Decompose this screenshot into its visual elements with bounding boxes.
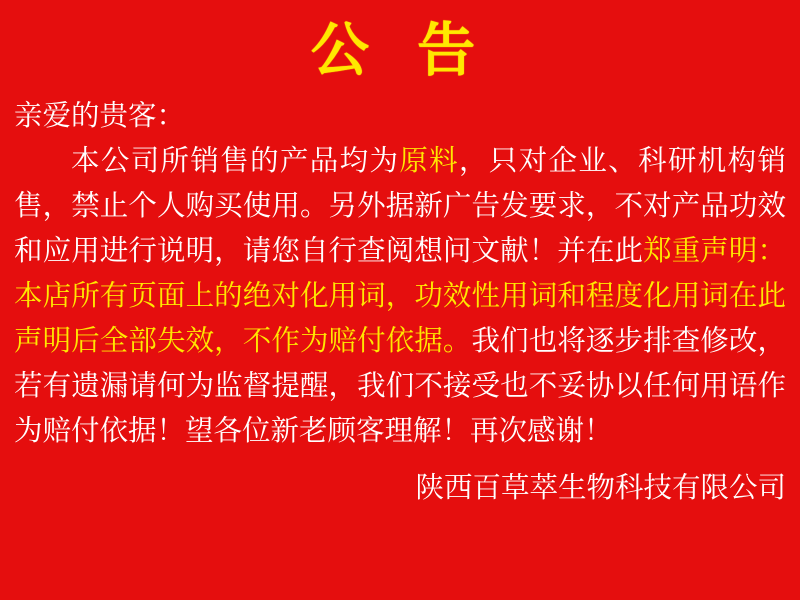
page-title: 公 告 [310,16,490,84]
salutation-line: 亲爱的贵客： [14,98,186,132]
paragraph-segment-1: 本公司所销售的产品均为 [71,143,400,177]
paragraph-highlight-statement: 郑重声明：本店所有页面上的绝对化用词，功效性用词和程度化用词在此声明后全部失效，不作为赔付依据。 [14,233,786,357]
paragraph-segment-5: 我们也将逐步排查修改，若有遗漏请何为监督提醒，我们不接受也不妥协以任何用语作为赔付依据！望各位新老顾客理解！再次感谢！ [14,323,786,447]
announcement-body [0,87,800,453]
company-signature: 陕西百草萃生物科技有限公司 [415,470,786,504]
announcement-paragraph [14,138,786,453]
paragraph-segment-3: ，只对企业、科研机构销售，禁止个人购买使用。另外据新广告发要求，不对产品功效和应用进行说明，请您自行查阅想问文献！并在此 [14,143,786,267]
paragraph-highlight-raw-material: 原料 [399,143,460,177]
